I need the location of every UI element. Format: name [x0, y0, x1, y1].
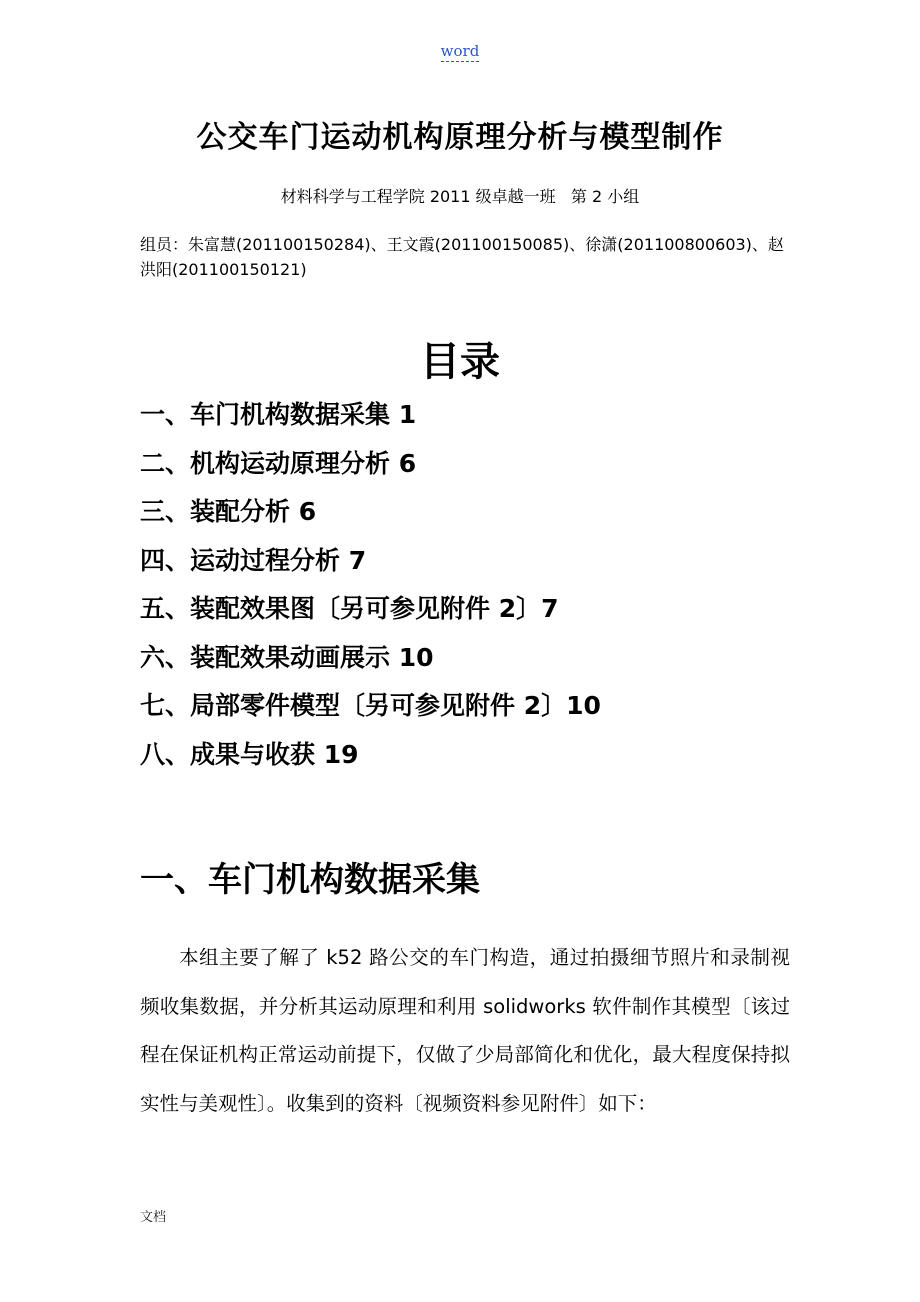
section-heading: 一、车门机构数据采集 [140, 860, 480, 900]
header-word-link[interactable]: word [440, 42, 480, 60]
page-footer: 文档 [140, 1210, 167, 1225]
document-title: 公交车门运动机构原理分析与模型制作 [196, 120, 724, 155]
toc-item[interactable]: 五、装配效果图〔另可参见附件 2〕7 [140, 594, 559, 623]
toc-item[interactable]: 三、装配分析 6 [140, 497, 317, 526]
toc-item[interactable]: 七、局部零件模型〔另可参见附件 2〕10 [140, 691, 601, 720]
toc-item[interactable]: 一、车门机构数据采集 1 [140, 400, 417, 429]
table-of-contents [140, 392, 820, 780]
toc-heading: 目录 [420, 339, 500, 385]
toc-item[interactable]: 四、运动过程分析 7 [140, 545, 367, 575]
header-word-link-container [0, 42, 920, 60]
toc-item[interactable]: 八、成果与收获 19 [140, 739, 359, 769]
document-subtitle: 材料科学与工程学院 2011 级卓越一班 第 2 小组 [280, 187, 640, 206]
toc-item[interactable]: 六、装配效果动画展示 10 [140, 642, 434, 672]
group-members: 组员：朱富慧(201100150284)、王文霞(201100150085)、徐潇(201100800603)、赵洪阳(201100150121) [140, 235, 784, 279]
toc-item[interactable]: 二、机构运动原理分析 6 [140, 448, 417, 478]
section-paragraph: 本组主要了解了 k52 路公交的车门构造，通过拍摄细节照片和录制视频收集数据，并分析其运动原理和利用 solidworks 软件制作其模型〔该过程在保证机构正常运动前提下，仅做了少局部简化和优化，最大程度保持拟实性与美观性〕。收集到的资料〔视频资料参见附件〕如下： [140, 946, 790, 1115]
